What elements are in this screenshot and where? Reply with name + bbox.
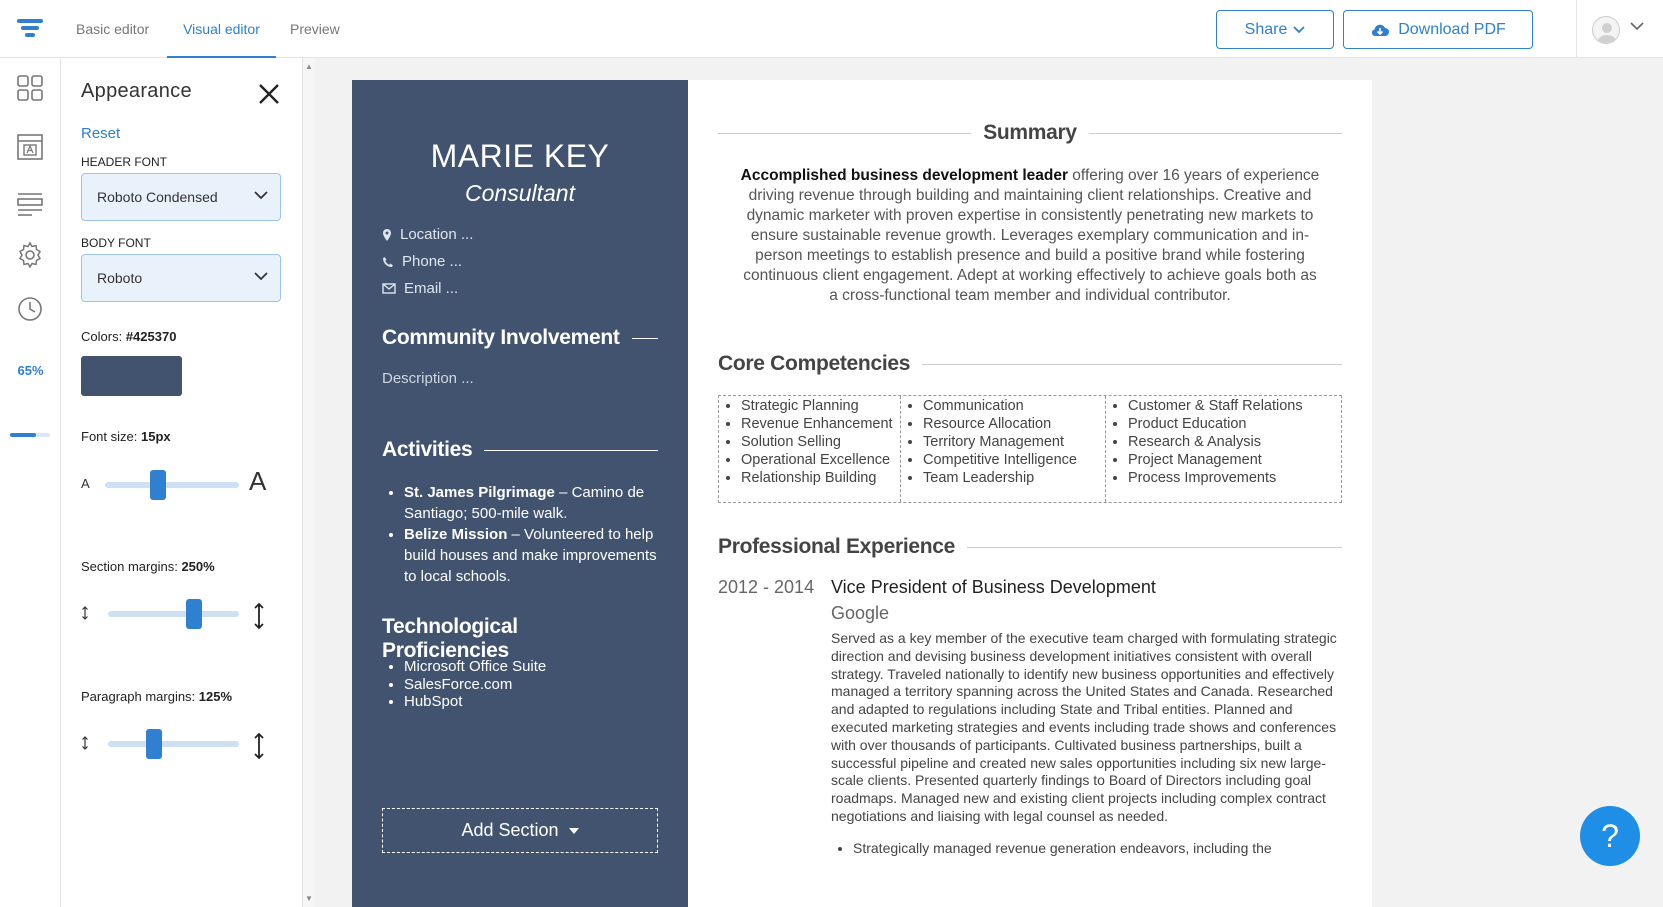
competency-item: • Solution Selling [741,433,900,451]
competency-item: • Strategic Planning [741,397,900,415]
share-button[interactable] [1216,10,1334,49]
section-margins-label-text: Section margins: [81,559,178,574]
large-vertical-arrows-icon [253,732,265,760]
small-vertical-arrows-icon [81,606,89,620]
tech-heading[interactable] [382,615,658,663]
tech-heading-text: Technological Proficiencies [382,615,518,662]
activities-list [382,482,658,587]
top-bar [0,0,1663,58]
competency-item: • Team Leadership [923,469,1105,487]
competency-item: • Customer & Staff Relations [1128,397,1341,415]
scroll-up-arrow-icon[interactable]: ▲ [305,62,313,71]
community-description[interactable]: Description ... [382,370,474,387]
section-margins-slider[interactable] [108,611,239,617]
contact-email[interactable] [382,280,458,297]
competencies-grid[interactable] [718,395,1342,503]
panel-title: Appearance [81,80,192,102]
activity-title: Belize Mission [404,526,508,543]
phone-icon [382,256,394,268]
history-clock-icon[interactable] [16,295,44,323]
summary-heading-text: Summary [983,121,1077,144]
help-button[interactable]: ? [1580,806,1640,866]
download-label: Download PDF [1398,20,1506,38]
layout-icon[interactable] [16,190,44,218]
heading-rule [922,364,1342,365]
app-logo-icon[interactable] [14,14,48,44]
activity-item[interactable] [404,482,658,524]
competency-item: • Product Education [1128,415,1341,433]
experience-description[interactable]: Served as a key member of the executive team charged with formulating strategic direction and devising business development initiatives consistent with overall strategy. Traveled nationally to identify new business opportunities and effectively managed a territory spanning across the United States and Canada. Researched and adapted to regulations including State and Tribal entities. Planned and executed marketing strategies and events including trade shows and conferences with over thousands of participants. Cultivated business partnerships, built a successful pipeline and created new sales opportunities including six new large-scale clients. Presented quarterly findings to Board of Directors including goal roadmaps. Managed new and existing client projects including complex contract negotiations and liaising with legal counsel as needed. [831,630,1337,824]
font-size-large-glyph: A [249,466,267,496]
font-size-label [81,429,171,444]
large-vertical-arrows-icon [253,602,265,630]
paragraph-margins-value: 125% [198,689,233,704]
competency-item: • Research & Analysis [1128,433,1341,451]
body-font-value: Roboto [97,270,143,286]
paragraph-margins-label [81,689,232,704]
heading-rule [632,338,658,339]
competency-item: • Resource Allocation [923,415,1105,433]
scroll-down-arrow-icon[interactable]: ▼ [305,894,313,903]
completion-progress-bar [10,433,50,437]
competency-item: • Process Improvements [1128,469,1341,487]
competency-item: • Operational Excellence [741,451,900,469]
font-size-value: 15px [140,429,171,444]
download-pdf-button[interactable] [1343,10,1533,49]
tech-item[interactable]: • HubSpot [404,693,658,711]
resume-main [688,80,1372,907]
colors-label-text: Colors: [81,329,123,344]
tech-item[interactable]: • Microsoft Office Suite [404,658,658,676]
experience-company[interactable]: Google [831,603,890,623]
font-size-small-glyph: A [81,476,90,491]
resume-sidebar [352,80,688,907]
experience-role[interactable]: Vice President of Business Development [831,577,1156,597]
contact-phone[interactable] [382,253,462,270]
summary-heading[interactable] [718,121,1342,145]
template-icon[interactable] [16,133,44,161]
header-font-select[interactable] [81,173,281,221]
competency-item: • Competitive Intelligence [923,451,1105,469]
section-margins-value: 250% [181,559,215,574]
community-heading[interactable] [382,326,658,350]
community-heading-text: Community Involvement [382,326,620,349]
paragraph-margins-label-text: Paragraph margins: [81,689,196,704]
add-section-label: Add Section [461,820,559,840]
colors-label [81,329,176,344]
tab-visual-editor[interactable]: Visual editor [167,0,276,58]
section-margins-slider-thumb[interactable] [186,599,202,629]
header-font-value: Roboto Condensed [97,189,218,205]
tab-basic-editor[interactable]: Basic editor [76,21,150,37]
header-font-label: HEADER FONT [81,155,168,169]
font-size-slider-thumb[interactable] [150,470,166,500]
experience-years[interactable]: 2012 - 2014 [718,577,815,597]
summary-body: offering over 16 years of experience driving revenue through building and maintaining client relationships. Creative and dynamic marketer with proven expertise in consistently penetrating new markets to ensure sustainable revenue growth. Leverages exemplary communication and in-person meetings to establish presence and build a positive brand while fostering continuous client engagement. Adept at working effectively to achieve goals both as a cross-functional team member and individual contributor. [743,167,1320,304]
experience-heading[interactable] [718,535,1342,559]
competency-item: • Project Management [1128,451,1341,469]
completion-progress-label: 65% [17,363,44,378]
resume-page [352,80,1372,907]
competency-item: • Relationship Building [741,469,900,487]
settings-gear-icon[interactable] [16,241,44,269]
contact-email-text: Email ... [404,280,459,297]
close-icon[interactable] [257,82,281,106]
activities-heading-text: Activities [382,438,473,461]
envelope-icon [382,283,396,294]
experience-bullets [831,840,1343,856]
section-margins-label [81,559,215,574]
font-size-slider[interactable] [105,482,239,488]
caret-down-icon [569,828,579,834]
map-pin-icon [382,228,392,242]
tech-list [382,658,658,711]
heading-rule [484,450,658,451]
activity-title: St. James Pilgrimage [404,484,555,501]
icon-rail [0,58,61,907]
competency-item: • Revenue Enhancement [741,415,900,433]
completion-progress-fill [10,433,36,437]
competencies-column [719,396,901,502]
appearance-panel [61,58,303,907]
summary-lead: Accomplished business development leader [740,167,1068,184]
activity-item[interactable] [404,524,658,587]
body-font-label: BODY FONT [81,236,151,250]
resume-name[interactable]: MARIE KEY [430,138,610,174]
cloud-download-icon [1370,22,1390,38]
user-avatar-icon[interactable] [1592,16,1620,44]
account-chevron-down-icon[interactable] [1630,22,1644,31]
tab-preview[interactable]: Preview [290,21,340,37]
summary-text[interactable] [740,166,1320,306]
activity-text: – Volunteered to help build houses and make improvements to local schools. [404,526,657,585]
chevron-down-icon [1293,26,1305,34]
sections-grid-icon[interactable] [16,74,44,102]
activities-heading[interactable] [382,438,658,462]
competencies-heading[interactable] [718,352,1342,376]
add-section-button[interactable] [382,808,658,853]
paragraph-margins-slider[interactable] [108,741,239,747]
chevron-down-icon [254,191,268,200]
heading-rule [718,133,971,134]
body-font-select[interactable] [81,254,281,302]
experience-bullet-item[interactable]: • Strategically managed revenue generation endeavors, including the [853,840,1343,856]
contact-location[interactable] [382,226,473,243]
small-vertical-arrows-icon [81,736,89,750]
competency-item: • Communication [923,397,1105,415]
competencies-heading-text: Core Competencies [718,352,911,375]
panel-scrollbar[interactable] [303,58,315,907]
activity-text: – Camino de Santiago; 500-mile walk. [404,484,645,522]
resume-job-title[interactable]: Consultant [465,180,575,206]
heading-rule [967,547,1342,548]
topbar-divider [1576,0,1577,58]
heading-rule [1089,133,1342,134]
paragraph-margins-slider-thumb[interactable] [146,729,162,759]
contact-phone-text: Phone ... [402,253,463,270]
reset-link[interactable]: Reset [81,125,121,142]
experience-heading-text: Professional Experience [718,535,956,558]
tech-item[interactable]: • SalesForce.com [404,676,658,694]
competencies-column [1106,396,1341,502]
share-label: Share [1244,20,1288,38]
color-swatch[interactable] [81,356,182,396]
competencies-column [901,396,1106,502]
competency-item: • Territory Management [923,433,1105,451]
colors-value: #425370 [125,329,177,344]
contact-location-text: Location ... [400,226,474,243]
chevron-down-icon [254,272,268,281]
font-size-label-text: Font size: [81,429,138,444]
